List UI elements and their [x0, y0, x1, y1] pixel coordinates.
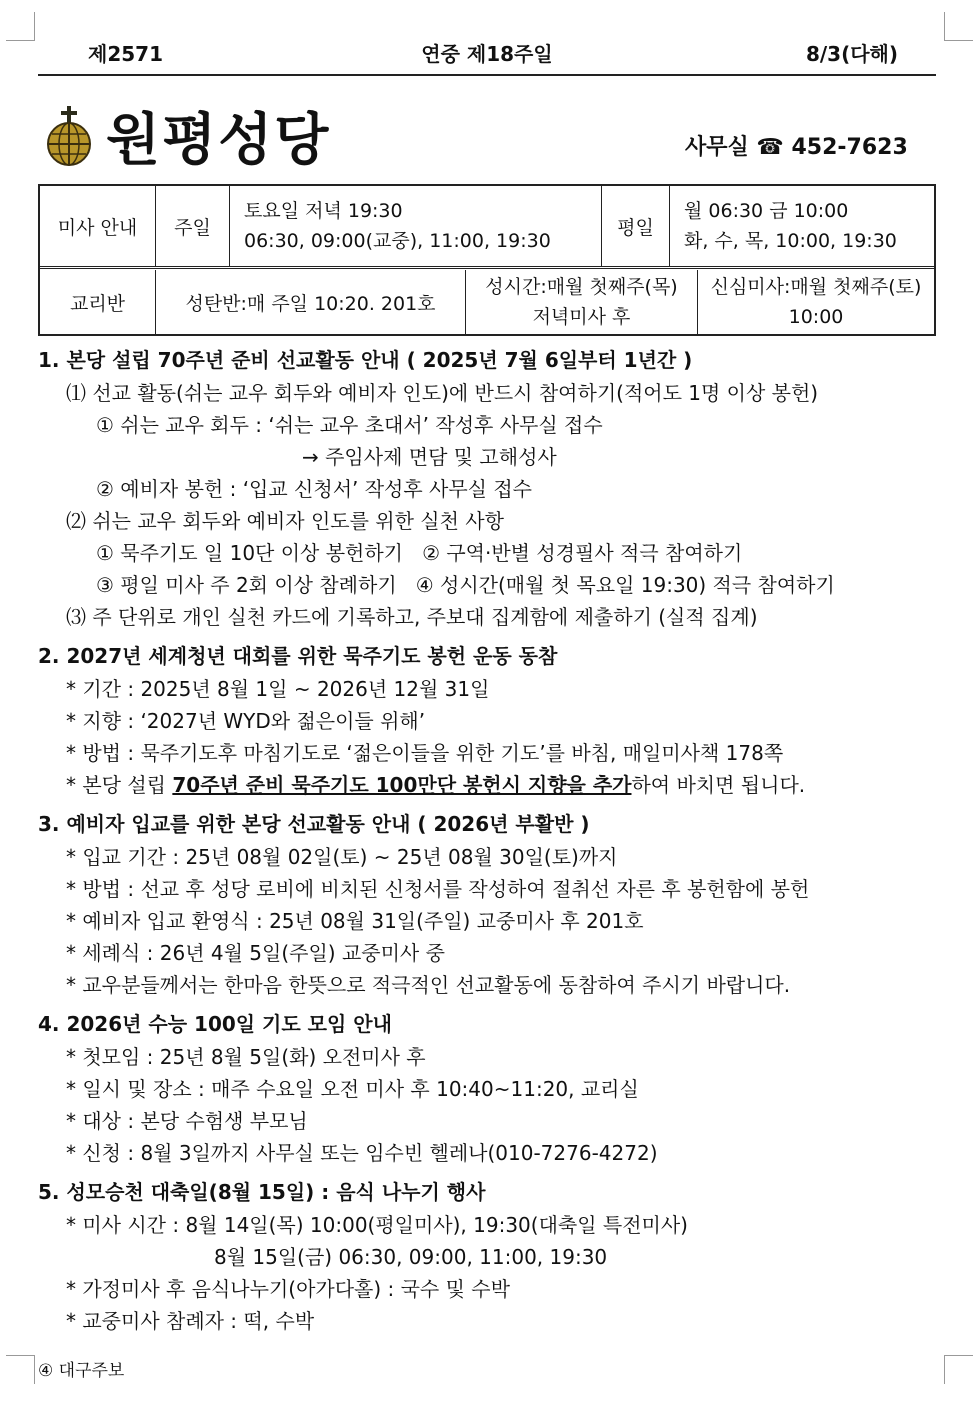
- line-text: 하여 바치면 됩니다.: [631, 773, 806, 797]
- section-title: 1. 본당 설립 70주년 준비 선교활동 안내 ( 2025년 7월 6일부터 1년간 ): [38, 348, 693, 372]
- weekday-label: 평일: [617, 216, 654, 239]
- announcement-section: [38, 343, 938, 633]
- holy-hour-line2: 저녁미사 후: [532, 306, 631, 328]
- catechism-value: 성탄반:매 주일 10:20. 201호: [185, 292, 436, 315]
- devotion-mass-line2: 10:00: [788, 306, 844, 328]
- crop-mark-top-left: [6, 12, 35, 41]
- section-line: ⑴ 선교 활동(쉬는 교우 회두와 예비자 인도)에 반드시 참여하기(적어도 1명 이상 봉헌): [66, 381, 819, 405]
- devotion-mass-cell: [698, 270, 934, 334]
- mass-schedule-table: [38, 184, 936, 336]
- church-globe-cross-icon: [46, 106, 92, 166]
- holy-hour-line1: 성시간:매월 첫째주(목): [485, 276, 678, 298]
- weekday-times-cell: [670, 186, 934, 266]
- section-title: 4. 2026년 수능 100일 기도 모임 안내: [38, 1012, 392, 1036]
- section-line: ⑵ 쉬는 교우 회두와 예비자 인도를 위한 실천 사항: [66, 509, 504, 533]
- liturgical-week: 연중 제18주일: [421, 42, 553, 66]
- section-line: * 방법 : 묵주기도후 마침기도로 ‘젊은이들을 위한 기도’를 바침, 매일미사책 178쪽: [66, 741, 784, 765]
- crop-mark-bottom-right: [944, 1355, 973, 1384]
- section-title: 5. 성모승천 대축일(8월 15일) : 음식 나누기 행사: [38, 1180, 486, 1204]
- section-line: * 지향 : ‘2027년 WYD와 젊은이들 위해’: [66, 709, 426, 733]
- section-line: ③ 평일 미사 주 2회 이상 참례하기 ④ 성시간(매월 첫 목요일 19:30) 적극 참여하기: [96, 573, 835, 597]
- issue-number: 제2571: [88, 42, 163, 66]
- bulletin-header: [38, 36, 936, 76]
- sunday-times-cell: [230, 186, 602, 266]
- section-line: * 기간 : 2025년 8월 1일 ~ 2026년 12월 31일: [66, 677, 490, 701]
- section-line: ① 묵주기도 일 10단 이상 봉헌하기 ② 구역·반별 성경필사 적극 참여하기: [96, 541, 743, 565]
- catechism-row: [40, 270, 934, 334]
- sunday-label: 주일: [174, 216, 211, 239]
- section-line: ① 쉬는 교우 회두 : ‘쉬는 교우 초대서’ 작성후 사무실 접수: [96, 413, 603, 437]
- section-line: * 교중미사 참례자 : 떡, 수박: [66, 1309, 315, 1333]
- office-phone: 사무실 ☎ 452-7623: [685, 135, 908, 160]
- line-text: * 본당 설립: [66, 773, 173, 797]
- underlined-emphasis: 70주년 준비 묵주기도 100만단 봉헌시 지향을 추가: [172, 773, 632, 797]
- catechism-label-cell: [40, 270, 156, 334]
- section-line: * 입교 기간 : 25년 08월 02일(토) ~ 25년 08월 30일(토)까지: [66, 845, 618, 869]
- section-line: [38, 769, 938, 801]
- bulletin-announcements: [38, 343, 938, 1343]
- section-line: * 첫모임 : 25년 8월 5일(화) 오전미사 후: [66, 1045, 426, 1069]
- sunday-times-line1: 토요일 저녁 19:30: [244, 200, 403, 222]
- announcement-section: [38, 1175, 938, 1337]
- section-line: * 신청 : 8월 3일까지 사무실 또는 임수빈 헬레나(010-7276-4272): [66, 1141, 658, 1165]
- holy-hour-cell: [466, 270, 698, 334]
- crop-mark-bottom-left: [6, 1355, 35, 1384]
- sunday-label-cell: [156, 186, 230, 266]
- section-line: ⑶ 주 단위로 개인 실천 카드에 기록하고, 주보대 집계함에 제출하기 (실적 집계): [66, 605, 758, 629]
- section-line: * 미사 시간 : 8월 14일(목) 10:00(평일미사), 19:30(대축일 특전미사): [66, 1213, 688, 1237]
- announcement-section: [38, 1007, 938, 1169]
- section-title: 2. 2027년 세계청년 대회를 위한 묵주기도 봉헌 운동 동참: [38, 644, 558, 668]
- weekday-times-line2: 화, 수, 목, 10:00, 19:30: [684, 230, 897, 252]
- announcement-section: [38, 639, 938, 801]
- section-line: * 일시 및 장소 : 매주 수요일 오전 미사 후 10:40~11:20, 교리실: [66, 1077, 639, 1101]
- section-line: * 세례식 : 26년 4월 5일(주일) 교중미사 중: [66, 941, 445, 965]
- catechism-label: 교리반: [69, 292, 126, 315]
- mass-label: 미사 안내: [57, 216, 138, 239]
- devotion-mass-line1: 신심미사:매월 첫째주(토): [710, 276, 922, 298]
- sunday-times-line2: 06:30, 09:00(교중), 11:00, 19:30: [244, 230, 551, 252]
- section-line: * 방법 : 선교 후 성당 로비에 비치된 신청서를 작성하여 절취선 자른 후 봉헌함에 봉헌: [66, 877, 810, 901]
- weekday-times-line1: 월 06:30 금 10:00: [684, 200, 849, 222]
- section-line: 8월 15일(금) 06:30, 09:00, 11:00, 19:30: [214, 1245, 608, 1269]
- section-line: * 교우분들께서는 한마음 한뜻으로 적극적인 선교활동에 동참하여 주시기 바랍니다.: [66, 973, 791, 997]
- mass-schedule-row: [40, 186, 934, 269]
- church-name: 원평성당: [106, 108, 331, 173]
- section-line: * 대상 : 본당 수험생 부모님: [66, 1109, 308, 1133]
- section-line: ② 예비자 봉헌 : ‘입교 신청서’ 작성후 사무실 접수: [96, 477, 533, 501]
- catechism-value-cell: [156, 270, 466, 334]
- bulletin-date: 8/3(다해): [805, 42, 898, 66]
- mass-label-cell: [40, 186, 156, 266]
- section-line: → 주임사제 면담 및 고해성사: [302, 445, 557, 469]
- crop-mark-top-right: [944, 12, 973, 41]
- weekday-label-cell: [602, 186, 670, 266]
- section-line: * 가정미사 후 음식나누기(아가다홀) : 국수 및 수박: [66, 1277, 510, 1301]
- section-title: 3. 예비자 입교를 위한 본당 선교활동 안내 ( 2026년 부활반 ): [38, 812, 590, 836]
- section-line: * 예비자 입교 환영식 : 25년 08월 31일(주일) 교중미사 후 201호: [66, 909, 644, 933]
- announcement-section: [38, 807, 938, 1001]
- page-footer: ④ 대구주보: [38, 1361, 125, 1381]
